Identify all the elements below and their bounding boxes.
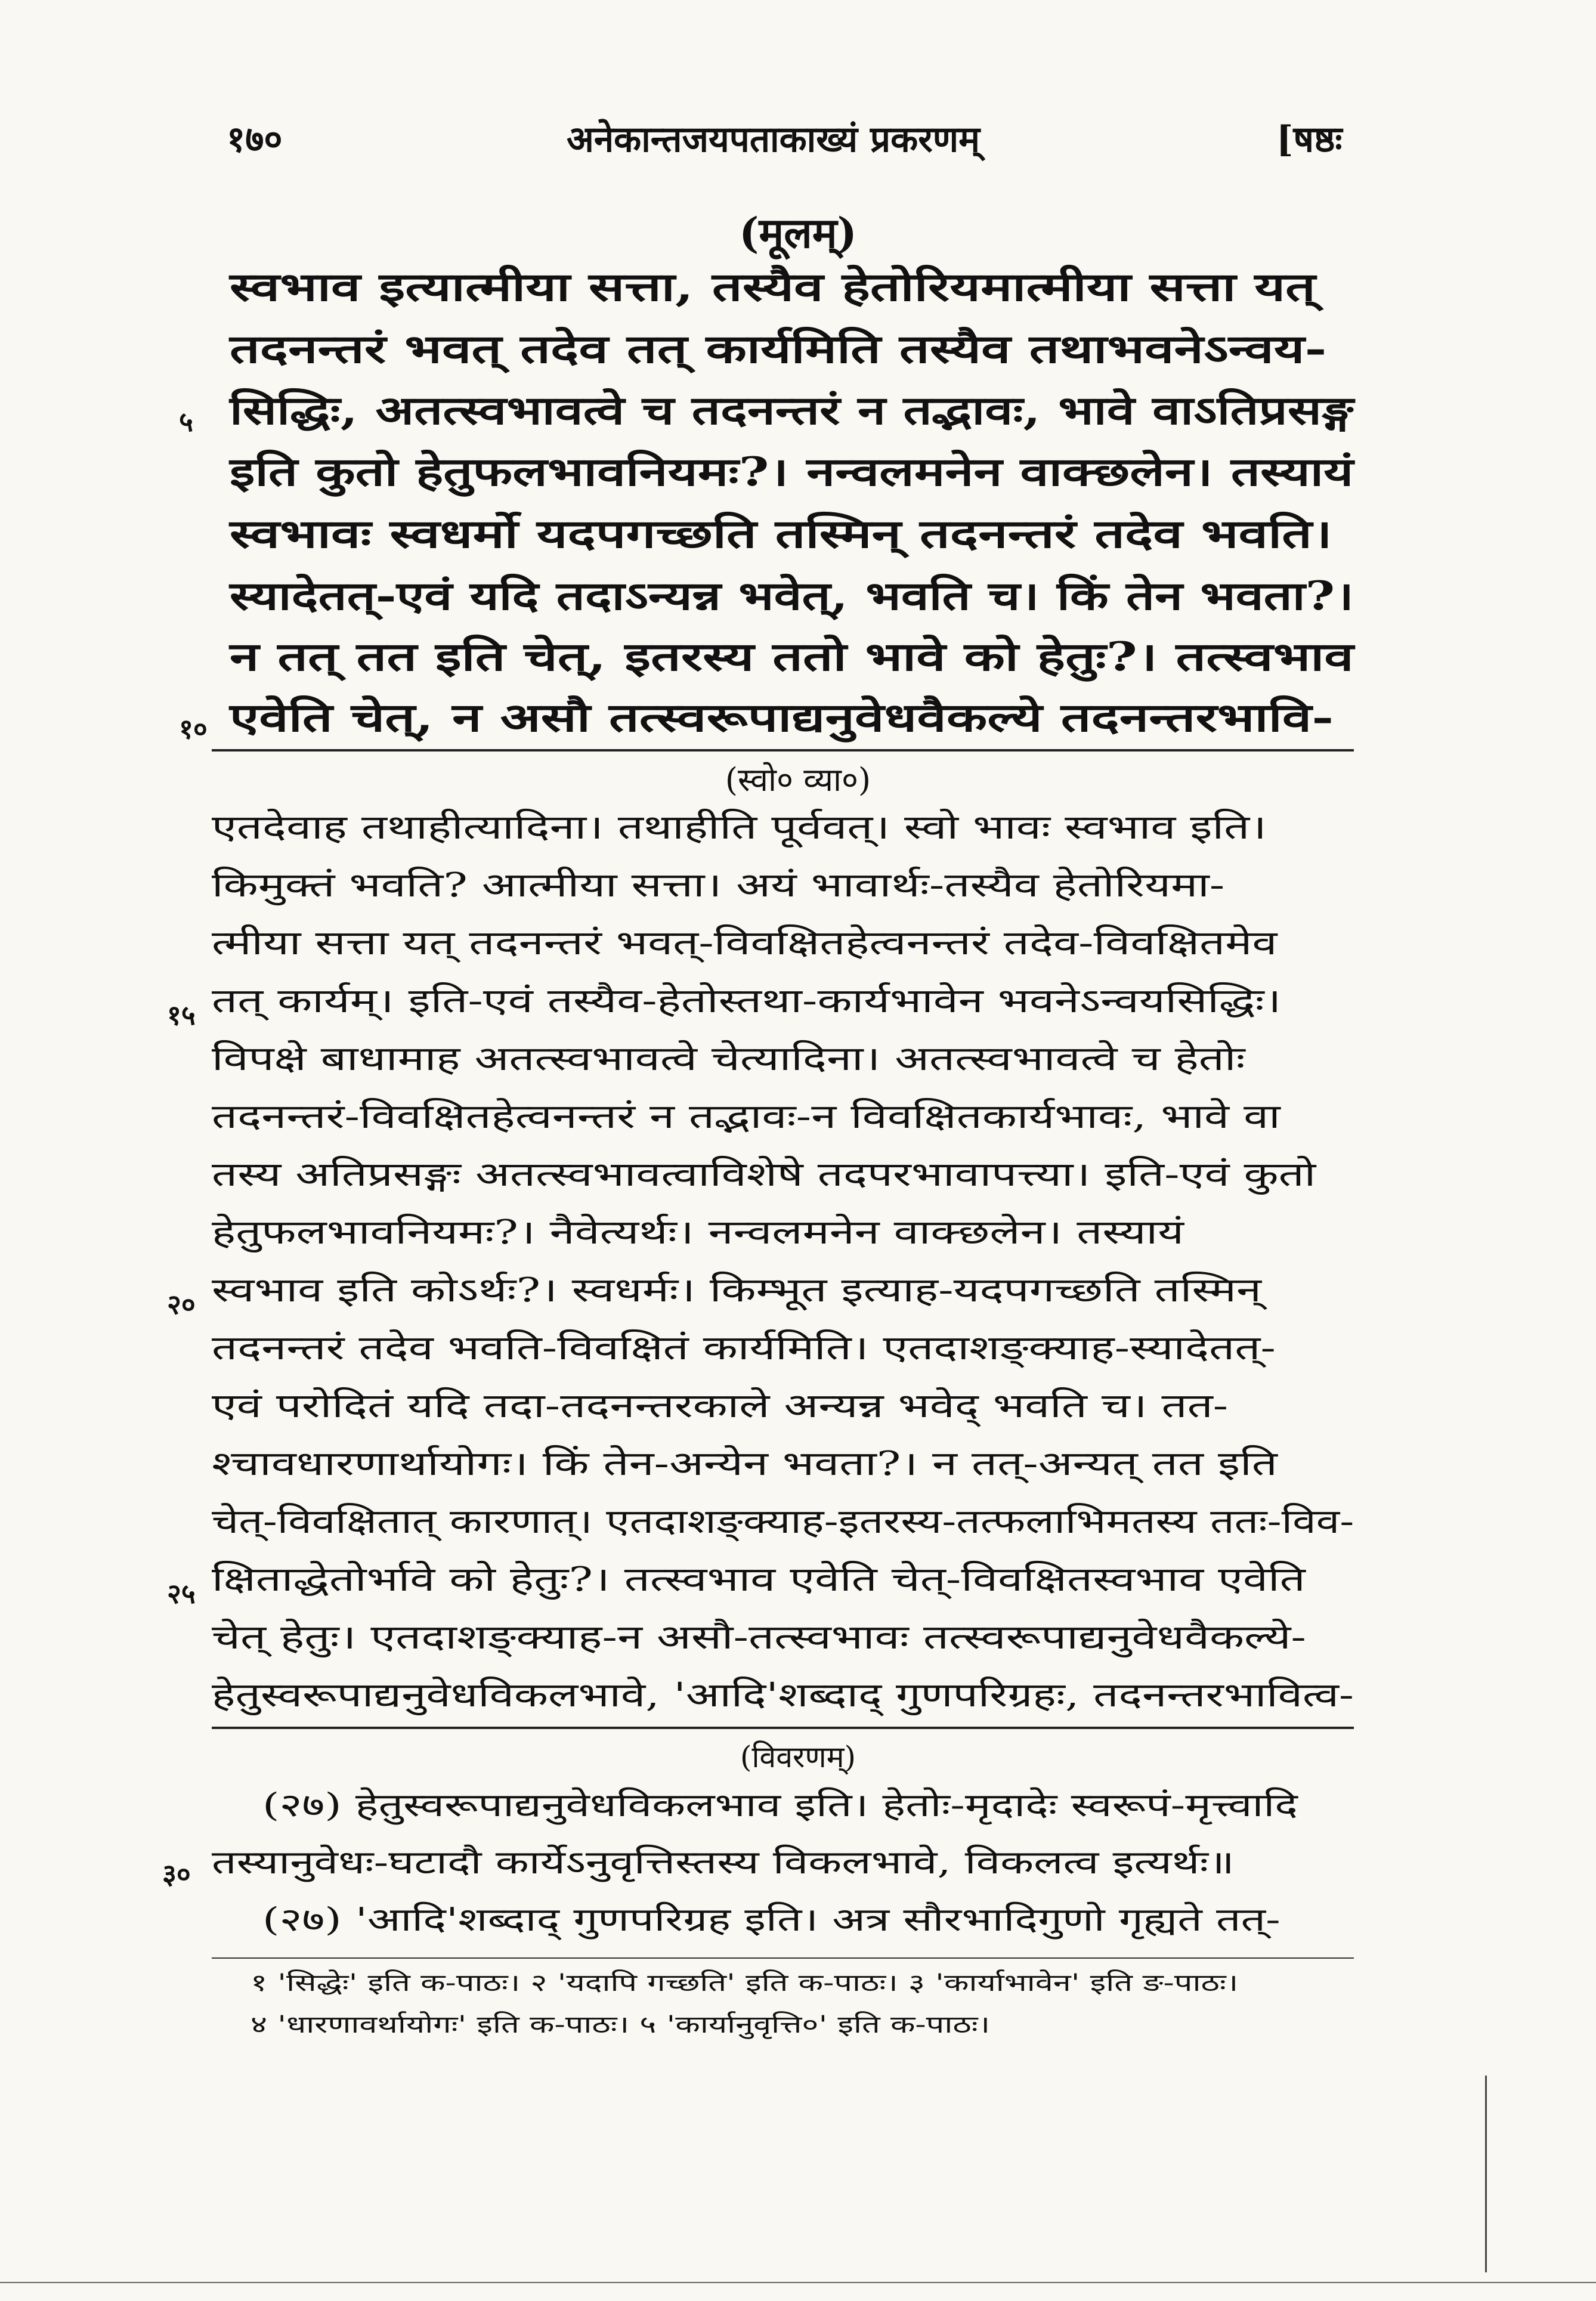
footnote-line: १ 'सिद्धेः' इति क-पाठः। २ 'यदापि गच्छति' इति क-पाठः। ३ 'कार्याभावेन' इति ङ-पाठः। xyxy=(250,1969,1239,1997)
line-number: ५ xyxy=(179,406,193,438)
commentary-line: चेत्-विवक्षितात् कारणात्। एतदाशङ्क्याह-इतरस्य-तत्फलाभिमतस्य ततः-विव- xyxy=(212,1502,1354,1541)
section-divider xyxy=(212,1727,1354,1729)
mula-line: न तत् तत इति चेत्, इतरस्य ततो भावे को हेतुः?। तत्स्वभाव xyxy=(230,633,1354,680)
vivarana-line: तस्यानुवेधः-घटादौ कार्येऽनुवृत्तिस्तस्य विकलभावे, विकलत्व इत्यर्थः॥ xyxy=(212,1844,1235,1881)
commentary-line: त्मीया सत्ता यत् तदनन्तरं भवत्-विवक्षितहेत्वनन्तरं तदेव-विवक्षितमेव xyxy=(212,924,1278,963)
vivarana-line: (२७) 'आदि'शब्दाद् गुणपरिग्रह इति। अत्र सौरभादिगुणो गृह्यते तत्- xyxy=(262,1901,1280,1938)
mula-line: तदनन्तरं भवत् तदेव तत् कार्यमिति तस्यैव तथाभवनेऽन्वय- xyxy=(230,326,1327,372)
line-number: २५ xyxy=(167,1578,196,1610)
commentary-line: एतदेवाह तथाहीत्यादिना। तथाहीति पूर्ववत्। स्वो भावः स्वभाव इति। xyxy=(212,808,1267,847)
page-number: १७० xyxy=(227,119,283,160)
commentary-line: हेतुस्वरूपाद्यनुवेधविकलभावे, 'आदि'शब्दाद् गुणपरिग्रहः, तदनन्तरभावित्व- xyxy=(212,1676,1354,1715)
scan-edge-line xyxy=(1485,2076,1487,2272)
line-number: १० xyxy=(179,713,208,745)
line-number: ३० xyxy=(162,1858,191,1890)
mula-line: एवेति चेत्, न असौ तत्स्वरूपाद्यनुवेधवैकल्ये तदनन्तरभावि- xyxy=(230,694,1334,741)
section-divider xyxy=(212,749,1354,751)
mula-line: स्वभाव इत्यात्मीया सत्ता, तस्यैव हेतोरियमात्मीया सत्ता यत् xyxy=(230,264,1316,310)
footnote-divider xyxy=(212,1957,1354,1959)
mula-line: इति कुतो हेतुफलभावनियमः?। नन्वलमनेन वाक्छलेन। तस्यायं xyxy=(230,449,1354,495)
mula-line: सिद्धिः, अतत्स्वभावत्वे च तदनन्तरं न तद्भावः, भावे वाऽतिप्रसङ्ग xyxy=(230,387,1354,434)
chapter-label: [षष्ठः xyxy=(1276,119,1343,160)
commentary-line: किमुक्तं भवति? आत्मीया सत्ता। अयं भावार्थः-तस्यैव हेतोरियमा- xyxy=(212,866,1225,905)
svopajna-label: (स्वो० व्या०) xyxy=(725,761,871,799)
vivarana-line: (२७) हेतुस्वरूपाद्यनुवेधविकलभाव इति। हेतोः-मृदादेः स्वरूपं-मृत्त्वादि xyxy=(262,1786,1298,1824)
line-number: १५ xyxy=(167,999,196,1031)
mula-line: स्वभावः स्वधर्मो यदपगच्छति तस्मिन् तदनन्तरं तदेव भवति। xyxy=(230,511,1332,557)
commentary-line: तदनन्तरं तदेव भवति-विवक्षितं कार्यमिति। एतदाशङ्क्याह-स्यादेतत्- xyxy=(212,1329,1276,1368)
mula-line: स्यादेतत्-एवं यदि तदाऽन्यन्न भवेत्, भवति च। किं तेन भवता?। xyxy=(230,573,1354,619)
commentary-line: हेतुफलभावनियमः?। नैवेत्यर्थः। नन्वलमनेन वाक्छलेन। तस्यायं xyxy=(212,1213,1184,1252)
footnote-line: ४ 'धारणावर्थायोगः' इति क-पाठः। ५ 'कार्यानुवृत्ति०' इति क-पाठः। xyxy=(250,2011,991,2039)
commentary-line: एवं परोदितं यदि तदा-तदनन्तरकाले अन्यन्न भवेद् भवति च। तत- xyxy=(212,1387,1229,1425)
scan-edge-line xyxy=(0,2282,1596,2283)
mula-label: (मूलम्) xyxy=(739,208,857,258)
commentary-line: तस्य अतिप्रसङ्गः अतत्स्वभावत्वाविशेषे तदपरभावापत्त्या। इति-एवं कुतो xyxy=(212,1155,1316,1194)
commentary-line: श्चावधारणार्थायोगः। किं तेन-अन्येन भवता?। न तत्-अन्यत् तत इति xyxy=(212,1445,1278,1483)
commentary-line: क्षिताद्धेतोर्भावे को हेतुः?। तत्स्वभाव एवेति चेत्-विवक्षितस्वभाव एवेति xyxy=(212,1560,1306,1599)
commentary-line: चेत् हेतुः। एतदाशङ्क्याह-न असौ-तत्स्वभावः तत्स्वरूपाद्यनुवेधवैकल्ये- xyxy=(212,1618,1306,1657)
commentary-line: स्वभाव इति कोऽर्थः?। स्वधर्मः। किम्भूत इत्याह-यदपगच्छति तस्मिन् xyxy=(212,1271,1261,1310)
vivarana-label: (विवरणम्) xyxy=(740,1740,856,1774)
commentary-line: तदनन्तरं-विवक्षितहेत्वनन्तरं न तद्भावः-न विवक्षितकार्यभावः, भावे वा xyxy=(212,1097,1280,1136)
line-number: २० xyxy=(167,1288,196,1320)
commentary-line: तत् कार्यम्। इति-एवं तस्यैव-हेतोस्तथा-कार्यभावेन भवनेऽन्वयसिद्धिः। xyxy=(212,982,1282,1020)
running-title: अनेकान्तजयपताकाख्यं प्रकरणम् xyxy=(567,119,981,160)
commentary-line: विपक्षे बाधामाह अतत्स्वभावत्वे चेत्यादिना। अतत्स्वभावत्वे च हेतोः xyxy=(212,1040,1245,1078)
